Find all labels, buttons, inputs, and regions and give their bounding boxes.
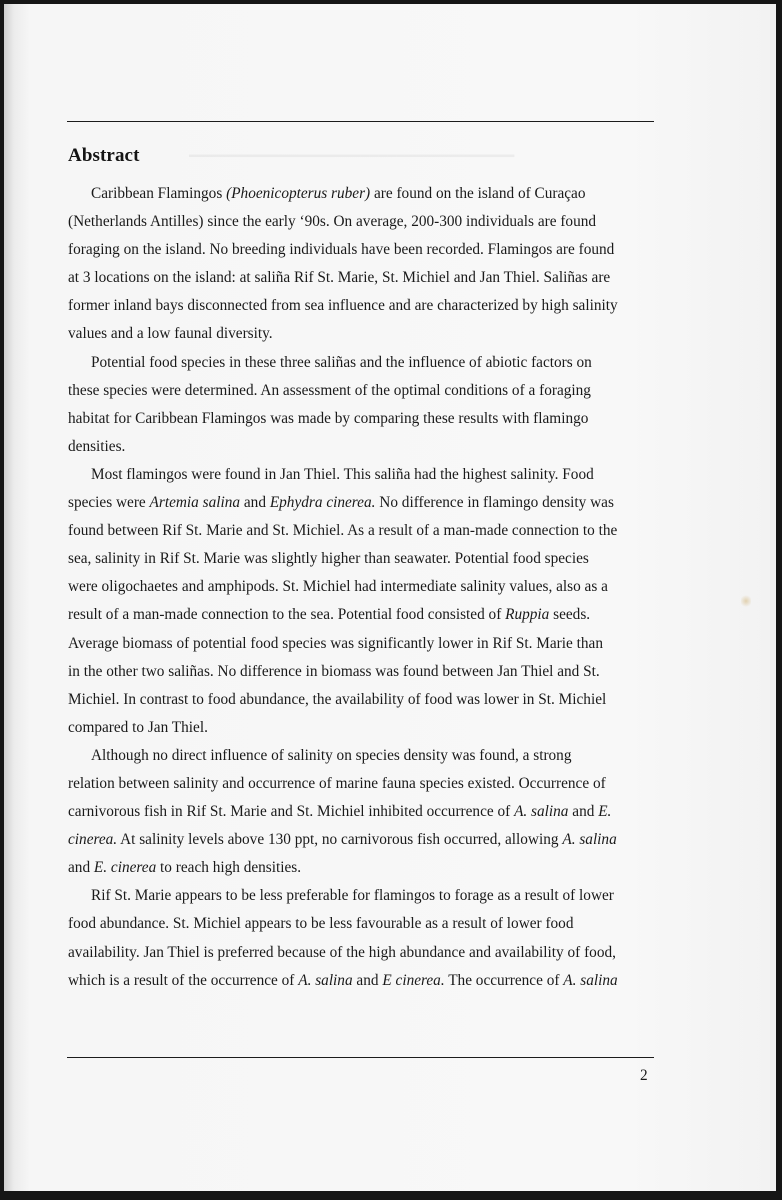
- text-line: [68, 292, 654, 320]
- text-line: [68, 208, 654, 236]
- text-run: to reach high densities.: [156, 859, 302, 877]
- text-line: [68, 433, 654, 461]
- italic-text-run: Ruppia: [505, 606, 550, 624]
- text-line: [68, 180, 654, 208]
- text-line: [68, 742, 654, 770]
- italic-text-run: E cinerea.: [382, 971, 445, 989]
- footer-rule: [67, 1057, 654, 1058]
- text-line: [68, 910, 654, 938]
- text-run: food abundance. St. Michiel appears to be less favourable as a result of lower food: [68, 915, 574, 933]
- text-line: [68, 236, 654, 264]
- text-run: Caribbean Flamingos: [91, 185, 227, 202]
- text-line: [68, 854, 654, 882]
- abstract-paragraph: [68, 882, 654, 994]
- text-line: [68, 573, 654, 601]
- text-line: [68, 770, 654, 798]
- page-number: 2: [640, 1067, 648, 1084]
- header-rule: [67, 121, 654, 122]
- text-run: foraging on the island. No breeding individuals have been recorded. Flamingos are found: [68, 241, 615, 259]
- italic-text-run: E.: [598, 803, 612, 821]
- text-run: were oligochaetes and amphipods. St. Michiel had intermediate salinity values, also as a: [68, 578, 608, 596]
- text-line: [68, 320, 654, 348]
- text-run: seeds.: [549, 606, 591, 624]
- text-line: [68, 489, 654, 517]
- italic-text-run: Ephydra cinerea.: [269, 494, 376, 512]
- abstract-body: [68, 180, 654, 995]
- text-run: former inland bays disconnected from sea influence and are characterized by high salinity: [68, 297, 618, 315]
- text-run: carnivorous fish in Rif St. Marie and St. Michiel inhibited occurrence of: [68, 803, 515, 821]
- italic-text-run: A. salina: [562, 831, 617, 849]
- text-run: these species were determined. An assessment of the optimal conditions of a foraging: [68, 381, 591, 399]
- text-run: The occurrence of: [444, 971, 564, 989]
- italic-text-run: E. cinerea: [93, 859, 157, 877]
- abstract-paragraph: [68, 461, 654, 742]
- text-line: [68, 405, 654, 433]
- text-run: which is a result of the occurrence of: [68, 971, 299, 989]
- text-run: No difference in flamingo density was: [375, 494, 614, 512]
- text-run: result of a man-made connection to the sea. Potential food consisted of: [68, 606, 506, 624]
- text-run: Rif St. Marie appears to be less preferable for flamingos to forage as a result of lower: [91, 887, 614, 905]
- text-run: Average biomass of potential food species was significantly lower in Rif St. Marie than: [68, 634, 603, 652]
- text-run: Although no direct influence of salinity on species density was found, a strong: [91, 746, 572, 764]
- text-line: [68, 264, 654, 292]
- text-run: At salinity levels above 130 ppt, no carnivorous fish occurred, allowing: [117, 831, 563, 849]
- text-line: [68, 630, 654, 658]
- italic-text-run: (Phoenicopterus ruber): [226, 185, 371, 202]
- text-run: densities.: [68, 437, 126, 455]
- text-line: [68, 349, 654, 377]
- text-line: [68, 601, 654, 629]
- scanned-page: [4, 4, 776, 1191]
- italic-text-run: A. salina: [563, 971, 618, 989]
- text-run: found between Rif St. Marie and St. Michiel. As a result of a man-made connection to the: [68, 522, 618, 540]
- text-run: Most flamingos were found in Jan Thiel. This saliña had the highest salinity. Food: [91, 465, 594, 483]
- text-run: and: [352, 971, 383, 989]
- text-line: [68, 939, 654, 967]
- abstract-paragraph: [68, 742, 654, 882]
- text-run: values and a low faunal diversity.: [68, 325, 273, 343]
- text-run: Potential food species in these three saliñas and the influence of abiotic factors on: [91, 353, 592, 371]
- text-run: and: [568, 803, 599, 821]
- text-line: [68, 686, 654, 714]
- abstract-paragraph: [68, 180, 654, 349]
- text-line: [68, 967, 654, 995]
- text-run: are found on the island of Curaçao: [370, 185, 586, 202]
- text-run: sea, salinity in Rif St. Marie was slightly higher than seawater. Potential food species: [68, 550, 589, 568]
- text-run: (Netherlands Antilles) since the early ‘90s. On average, 200-300 individuals are found: [68, 213, 597, 231]
- text-run: compared to Jan Thiel.: [68, 718, 208, 736]
- text-line: [68, 517, 654, 545]
- text-line: [68, 658, 654, 686]
- text-run: and: [68, 859, 94, 877]
- text-run: habitat for Caribbean Flamingos was made by comparing these results with flamingo: [68, 409, 589, 427]
- text-run: relation between salinity and occurrence of marine fauna species existed. Occurrence of: [68, 774, 606, 792]
- text-run: species were: [68, 494, 150, 512]
- text-line: [68, 882, 654, 910]
- italic-text-run: A. salina: [514, 803, 569, 821]
- text-run: availability. Jan Thiel is preferred because of the high abundance and availability of food,: [68, 943, 616, 961]
- text-line: [68, 826, 654, 854]
- text-line: [68, 714, 654, 742]
- text-line: [68, 461, 654, 489]
- abstract-heading: Abstract: [68, 145, 140, 166]
- italic-text-run: Artemia salina: [149, 494, 241, 512]
- italic-text-run: cinerea.: [68, 831, 118, 849]
- text-run: Michiel. In contrast to food abundance, the availability of food was lower in St. Michiel: [68, 690, 607, 708]
- text-line: [68, 798, 654, 826]
- text-line: [68, 377, 654, 405]
- text-run: in the other two saliñas. No difference in biomass was found between Jan Thiel and St.: [68, 662, 600, 680]
- abstract-paragraph: [68, 349, 654, 461]
- text-run: and: [240, 494, 270, 512]
- paper-stain: [741, 594, 751, 608]
- text-line: [68, 545, 654, 573]
- text-run: at 3 locations on the island: at saliña Rif St. Marie, St. Michiel and Jan Thiel. Saliñas are: [68, 269, 611, 287]
- italic-text-run: A. salina: [298, 971, 353, 989]
- show-through-text: ━━━━━━━━━━━━━━━━━━━━━━━━━━━━━━━━━━━━: [189, 149, 515, 165]
